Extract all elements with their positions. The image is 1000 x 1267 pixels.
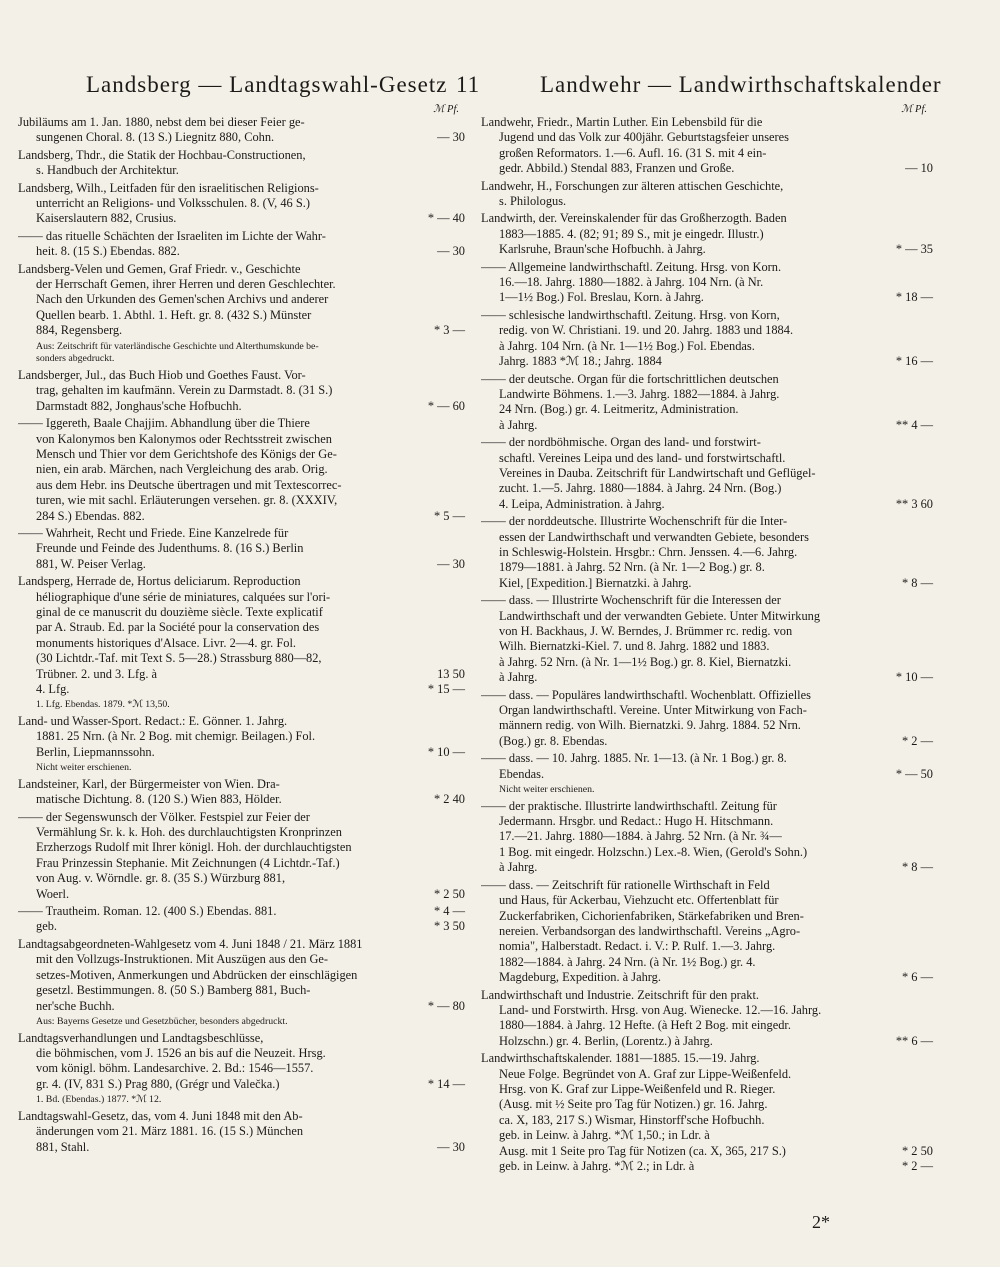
entry-line: —— Wahrheit, Recht und Friede. Eine Kanzelrede für (18, 525, 289, 540)
entry-line: änderungen vom 21. März 1881. 16. (15 S.) München (36, 1124, 304, 1139)
catalog-entry (481, 308, 933, 370)
entry-line: 1881. 25 Nrn. (à Nr. 2 Bog. mit chemigr. Beilagen.) Fol. (36, 729, 316, 744)
entry-note (18, 762, 465, 775)
catalog-entry (481, 514, 933, 591)
entry-note (18, 1016, 465, 1029)
entry-line: essen der Landwirthschaft und verwandten Gebiete, besonders (499, 529, 810, 544)
entry-line: Zuckerfabriken, Cichorienfabriken, Stärkefabriken und Bren- (499, 908, 804, 923)
entry-line: redig. von W. Christiani. 19. und 20. Jahrg. 1883 und 1884. (499, 323, 794, 338)
entry-line: Aus: Bayerns Gesetze und Gesetzbücher, besonders abgedruckt. (36, 1015, 288, 1027)
entry-line: 4. Leipa, Administration. à Jahrg. (499, 496, 665, 511)
entry-line: die böhmischen, vom J. 1526 an bis auf die Neuzeit. Hrsg. (36, 1045, 326, 1060)
entry-line: großen Reformators. 1.—6. Aufl. 16. (31 S. mit 4 ein- (499, 145, 767, 160)
entry-line: 1879—1881. à Jahrg. 52 Nrn. (à Nr. 1—2 Bog.) gr. 8. (499, 560, 765, 575)
entry-note (18, 341, 465, 366)
entry-line: s. Philologus. (499, 194, 567, 209)
entry-line: Hrsg. von K. Graf zur Lippe-Weißenfeld und R. Rieger. (499, 1081, 776, 1096)
entry-line: Nicht weiter erschienen. (36, 762, 132, 774)
catalog-entry (481, 751, 933, 782)
entry-line: schaftl. Vereines Leipa und des land- und forstwirtschaftl. (499, 450, 786, 465)
entry-line: ginal de ce manuscrit du douzième siècle. Texte explicatif (36, 604, 323, 619)
entry-line: monuments historiques d'Alsace. Livr. 2—4. gr. Fol. (36, 635, 297, 650)
entry-line: geb. in Leinw. à Jahrg. *ℳ 1,50.; in Ldr. à (499, 1128, 710, 1143)
entry-line: aus dem Hebr. ins Deutsche übertragen und mit Textescorrec- (36, 477, 342, 492)
entry-line: männern redig. von Wilh. Biernatzki. 9. Jahrg. 1884. 52 Nrn. (499, 718, 801, 733)
entry-line: Quellen bearb. 1. Abthl. 1. Heft. gr. 8. (432 S.) Münster (36, 307, 312, 322)
entry-line: sonders abgedruckt. (36, 353, 115, 365)
catalog-entry (481, 799, 933, 876)
entry-line: in Schleswig-Holstein. Hrsgbr.: Chrn. Jenssen. 4.—6. Jahrg. (499, 544, 798, 559)
entry-price: * 14 — (427, 1076, 465, 1091)
entry-line: geb. in Leinw. à Jahrg. *ℳ 2.; in Ldr. à (499, 1159, 695, 1173)
entry-line: ner'sche Buchh. (36, 998, 115, 1013)
catalog-entry (481, 372, 933, 434)
entry-line: (Bog.) gr. 8. Ebendas. (499, 733, 608, 748)
entry-line: Nach den Urkunden des Gemen'schen Archivs und anderer (36, 292, 329, 307)
entry-line: Vereines in Dauba. Zeitschrift für Landwirtschaft und Geflügel- (499, 465, 816, 480)
entry-line: setzes-Motiven, Anmerkungen und Abdrücken der einschlägigen (36, 967, 358, 982)
running-head (0, 68, 1000, 104)
catalog-entry (481, 179, 933, 210)
entry-line: 284 S.) Ebendas. 882. (36, 508, 145, 523)
catalog-entry (18, 1109, 465, 1155)
catalog-entry (18, 574, 465, 697)
catalog-entry (481, 211, 933, 257)
catalog-entry (481, 260, 933, 306)
entry-line: —— schlesische landwirthschaftl. Zeitung. Hrsg. von Korn, (481, 307, 780, 322)
left-column (18, 102, 465, 1157)
entry-line: Landsteiner, Karl, der Bürgermeister von Wien. Dra- (18, 776, 280, 791)
catalog-entry (18, 937, 465, 1014)
entry-line: (30 Lichtdr.-Taf. mit Text S. 5—28.) Strassburg 880—82, (36, 651, 322, 666)
entry-line: 17.—21. Jahrg. 1880—1884. à Jahrg. 52 Nrn. (à Nr. ¾— (499, 829, 782, 844)
entry-line: —— Allgemeine landwirthschaftl. Zeitung. Hrsg. von Korn. (481, 259, 782, 274)
entry-line: 1—1½ Bog.) Fol. Breslau, Korn. à Jahrg. (499, 290, 704, 305)
entry-line: Berlin, Liepmannssohn. (36, 744, 155, 759)
entry-line: Ebendas. (499, 766, 545, 781)
entry-price: * 2 40 (434, 792, 465, 807)
entry-price: * 2 50 (434, 886, 465, 901)
entry-line: Landwehr, Friedr., Martin Luther. Ein Lebensbild für die (481, 115, 763, 129)
entry-line: —— der praktische. Illustrirte landwirthschaftl. Zeitung für (481, 798, 777, 813)
entry-line: à Jahrg. (499, 860, 538, 875)
entry-line: Landsberg, Thdr., die Statik der Hochbau-Constructionen, (18, 147, 306, 162)
entry-line: Erzherzogs Rudolf mit Ihrer königl. Hoh. der durchlauchtigsten (36, 840, 352, 855)
entry-price: * — 80 (427, 998, 465, 1013)
catalog-entry (18, 229, 465, 260)
price-header-label: ℳ Pf. (433, 104, 459, 115)
entry-line: 1882—1884. à Jahrg. 24 Nrn. (à Nr. 1½ Bog.) gr. 4. (499, 954, 756, 969)
entry-line: 24 Nrn. (Bog.) gr. 4. Leitmeritz, Administration. (499, 402, 739, 417)
catalog-entry (18, 181, 465, 227)
catalog-entry (18, 262, 465, 339)
entry-price: — 30 (437, 130, 465, 145)
entry-price: * 5 — (434, 508, 465, 523)
entry-line: —— der norddeutsche. Illustrirte Wochenschrift für die Inter- (481, 514, 788, 529)
catalog-entry (18, 1031, 465, 1093)
entry-line: Landsperg, Herrade de, Hortus deliciarum. Reproduction (18, 574, 301, 589)
right-column (481, 102, 933, 1176)
entry-line: geb. (36, 919, 57, 934)
entry-line: von Kalonymos ben Kalonymos oder Rechtsstreit zwischen (36, 431, 332, 446)
entry-line: Frau Prinzessin Stephanie. Mit Zeichnungen (4 Lichtdr.-Taf.) (36, 855, 340, 870)
entry-price: * 18 — (895, 290, 933, 305)
entry-price-secondary: * 4 — (434, 904, 465, 919)
entry-line: und Haus, für Ackerbau, Viehzucht etc. Offertenblatt für (499, 893, 779, 908)
entry-line: Landsberg-Velen und Gemen, Graf Friedr. v., Geschichte (18, 261, 301, 276)
entry-line: Landsberg, Wilh., Leitfaden für den israelitischen Religions- (18, 180, 319, 195)
entry-line: Magdeburg, Expedition. à Jahrg. (499, 970, 661, 985)
entry-line: nien, ein arab. Märchen, nach Vergleichung des arab. Orig. (36, 462, 328, 477)
entry-line: Jahrg. 1883 *ℳ 18.; Jahrg. 1884 (499, 354, 662, 369)
entry-line: Aus: Zeitschrift für vaterländische Geschichte und Alterthumskunde be- (36, 340, 319, 352)
entry-line: 1 Bog. mit eingedr. Holzschn.) Lex.-8. Wien, (Gerold's Sohn.) (499, 844, 808, 859)
entry-line: Landwehr, H., Forschungen zur älteren attischen Geschichte, (481, 178, 784, 193)
catalog-entry (18, 526, 465, 572)
entry-line: —— dass. — Populäres landwirthschaftl. Wochenblatt. Offizielles (481, 687, 811, 702)
catalog-entry (18, 368, 465, 414)
entry-line: —— der deutsche. Organ für die fortschrittlichen deutschen (481, 371, 779, 386)
entry-line: 884, Regensberg. (36, 323, 123, 338)
entry-line: par A. Straub. Ed. par la Société pour la conservation des (36, 620, 320, 635)
catalog-entry (481, 688, 933, 750)
entry-line: Land- und Forstwirth. Hrsg. von Aug. Wienecke. 12.—16. Jahrg. (499, 1002, 822, 1017)
entry-line: 1883—1885. 4. (82; 91; 89 S., mit je eingedr. Illustr.) (499, 226, 764, 241)
entry-line: Landwirthschaft und Industrie. Zeitschrift für den prakt. (481, 987, 760, 1002)
entry-gap (18, 1155, 465, 1157)
entry-line: héliographique d'une série de miniatures, calquées sur l'ori- (36, 589, 331, 604)
entry-note (481, 784, 933, 797)
entry-line: Landwirte Böhmens. 1.—3. Jahrg. 1882—1884. à Jahrg. (499, 386, 780, 401)
entry-price: — 10 (905, 161, 933, 176)
entry-line: Landtagsabgeordneten-Wahlgesetz vom 4. Juni 1848 / 21. März 1881 (18, 936, 363, 951)
catalog-entry (481, 593, 933, 685)
entry-line: s. Handbuch der Architektur. (36, 163, 179, 178)
entry-line: —— das rituelle Schächten der Israeliten im Lichte der Wahr- (18, 228, 326, 243)
entry-line: Freunde und Feinde des Judenthums. 8. (16 S.) Berlin (36, 541, 304, 556)
price-header (18, 102, 465, 115)
entry-line: —— dass. — Illustrirte Wochenschrift für die Interessen der (481, 593, 781, 608)
column-gutter (472, 104, 473, 1254)
entry-line: —— dass. — 10. Jahrg. 1885. Nr. 1—13. (à Nr. 1 Bog.) gr. 8. (481, 751, 787, 766)
entry-line: Jugend und das Volk zur 400jähr. Geburtstagsfeier unseres (499, 130, 789, 145)
catalog-entry (18, 148, 465, 179)
entry-line: zucht. 1.—5. Jahrg. 1880—1884. à Jahrg. 24 Nrn. (Bog.) (499, 481, 782, 496)
entry-price: ** 6 — (895, 1033, 933, 1048)
entry-line: Ausg. mit 1 Seite pro Tag für Notizen (ca. X, 365, 217 S.) (499, 1143, 786, 1158)
entry-line: mit den Vollzugs-Instruktionen. Mit Auszügen aus den Ge- (36, 952, 329, 967)
entry-line: gesetzl. Bestimmungen. 8. (50 S.) Bamberg 881, Buch- (36, 983, 311, 998)
entry-price: * 16 — (895, 354, 933, 369)
entry-line: nomia", Halberstadt. Redact. i. V.: P. Rulf. 1.—3. Jahrg. (499, 939, 776, 954)
entry-line: 881, W. Peiser Verlag. (36, 556, 146, 571)
entry-line: Karlsruhe, Braun'sche Hofbuchh. à Jahrg. (499, 242, 706, 257)
entry-line: gr. 4. (IV, 831 S.) Prag 880, (Grégr und Valečka.) (36, 1076, 280, 1091)
entry-line: Kaiserslautern 882, Crusius. (36, 211, 177, 226)
entry-price: — 30 (437, 244, 465, 259)
entry-line: 881, Stahl. (36, 1139, 90, 1154)
entry-line: 1880—1884. à Jahrg. 12 Hefte. (à Heft 2 Bog. mit eingedr. (499, 1018, 791, 1033)
entry-line: trag, gehalten im kaufmänn. Verein zu Darmstadt. 8. (31 S.) (36, 383, 333, 398)
catalog-entry (481, 988, 933, 1050)
entry-line: Woerl. (36, 886, 70, 901)
entry-line: (Ausg. mit ½ Seite pro Tag für Notizen.) gr. 16. Jahrg. (499, 1097, 768, 1112)
entry-line: à Jahrg. 104 Nrn. (à Nr. 1—1½ Bog.) Fol. Ebendas. (499, 338, 755, 353)
entry-line: Landwirthschaftskalender. 1881—1885. 15.—19. Jahrg. (481, 1051, 760, 1066)
entry-note (18, 699, 465, 712)
entry-line: Land- und Wasser-Sport. Redact.: E. Gönner. 1. Jahrg. (18, 714, 288, 728)
entry-line: —— dass. — Zeitschrift für rationelle Wirthschaft in Feld (481, 877, 770, 892)
entry-line: Landtagswahl-Gesetz, das, vom 4. Juni 1848 mit den Ab- (18, 1108, 303, 1123)
entry-line: 16.—18. Jahrg. 1880—1882. à Jahrg. 104 Nrn. (à Nr. (499, 275, 764, 290)
entry-line: Landwirthschaft und der verwandten Gebiete. Unter Mitwirkung (499, 608, 821, 623)
price-header (481, 102, 933, 115)
entry-line: 1. Bd. (Ebendas.) 1877. *ℳ 12. (36, 1094, 162, 1106)
entry-line: —— Trautheim. Roman. 12. (400 S.) Ebendas. 881. (18, 904, 277, 919)
entry-line: Landsberger, Jul., das Buch Hiob und Goethes Faust. Vor- (18, 367, 306, 382)
entry-line: Landtagsverhandlungen und Landtagsbeschlüsse, (18, 1030, 264, 1045)
entry-line: gedr. Abbild.) Stendal 883, Franzen und Große. (499, 161, 735, 176)
entry-price: — 30 (437, 1139, 465, 1154)
running-head-left: Landsberg — Landtagswahl-Gesetz (86, 72, 448, 97)
entry-line: sungenen Choral. 8. (13 S.) Liegnitz 880, Cohn. (36, 130, 275, 145)
entry-line: —— der Segenswunsch der Völker. Festspiel zur Feier der (18, 809, 310, 824)
signature-mark: 2* (812, 1212, 830, 1232)
entry-line: à Jahrg. (499, 670, 538, 685)
entry-price: * 15 — (427, 682, 465, 696)
entry-price: * 3 — (434, 323, 465, 338)
entry-price: * 8 — (902, 575, 933, 590)
entry-price: * 8 — (902, 860, 933, 875)
entry-line: von Aug. v. Wörndle. gr. 8. (35 S.) Würzburg 881, (36, 871, 286, 886)
entry-price: * — 60 (427, 398, 465, 413)
entry-line: —— Iggereth, Baale Chajjim. Abhandlung über die Thiere (18, 416, 310, 431)
entry-gap (481, 1174, 933, 1176)
entry-line: Jubiläums am 1. Jan. 1880, nebst dem bei dieser Feier ge- (18, 115, 305, 129)
entry-line: turen, wie mit sachl. Erläuterungen versehen. gr. 8. (XXXIV, (36, 493, 338, 508)
entry-line: matische Dichtung. 8. (120 S.) Wien 883, Hölder. (36, 792, 282, 807)
entry-line: Mensch und Thier vor dem Gerichtshofe des Königs der Ge- (36, 446, 337, 461)
entry-line: Landwirth, der. Vereinskalender für das Großherzogth. Baden (481, 211, 787, 226)
entry-price: * 10 — (427, 744, 465, 759)
running-head-right: Landwehr — Landwirthschaftskalender (540, 72, 942, 97)
entry-price: * 10 — (895, 670, 933, 685)
entry-line: Darmstadt 882, Jonghaus'sche Hofbuchh. (36, 398, 242, 413)
price-header-label: ℳ Pf. (901, 104, 927, 115)
entry-price: * — 50 (895, 766, 933, 781)
entry-price: * — 35 (895, 242, 933, 257)
entry-price: * 6 — (902, 970, 933, 985)
entry-line: unterricht an Religions- und Volksschulen. 8. (V, 46 S.) (36, 196, 310, 211)
entry-price: * 3 50 (434, 919, 465, 934)
catalog-entry (18, 777, 465, 808)
entry-line: 4. Lfg. (36, 682, 70, 696)
entry-line: heit. 8. (15 S.) Ebendas. 882. (36, 244, 180, 259)
entry-line: nereien. Verbandsorgan des landwirthschaftl. Vereins „Agro- (499, 923, 801, 938)
entry-line: Kiel, [Expedition.] Biernatzki. à Jahrg. (499, 575, 692, 590)
catalog-entry (18, 416, 465, 524)
catalog-entry (481, 115, 933, 177)
entry-price: — 30 (437, 556, 465, 571)
entry-line: —— der nordböhmische. Organ des land- und forstwirt- (481, 435, 761, 450)
catalog-entry (18, 810, 465, 902)
entry-line: Neue Folge. Begründet von A. Graf zur Lippe-Weißenfeld. (499, 1066, 792, 1081)
entry-price: ** 4 — (895, 417, 933, 432)
entry-line: Vermählung Sr. k. k. Hoh. des durchlauchtigsten Kronprinzen (36, 825, 342, 840)
entry-price-secondary: 13 50 (437, 666, 465, 681)
catalog-entry (481, 435, 933, 512)
entry-note (18, 1094, 465, 1107)
entry-line: von H. Backhaus, J. W. Berndes, J. Brümmer rc. redig. von (499, 624, 793, 638)
entry-line: Jedermann. Hrsgbr. und Redact.: Hugo H. Hitschmann. (499, 814, 774, 829)
catalog-entry (18, 904, 465, 935)
entry-line: à Jahrg. (499, 417, 538, 432)
entry-line: 1. Lfg. Ebendas. 1879. *ℳ 13,50. (36, 699, 170, 711)
entry-line: Nicht weiter erschienen. (499, 784, 595, 796)
catalog-entry (18, 115, 465, 146)
entry-line: Wilh. Biernatzki-Kiel. 7. und 8. Jahrg. 1882 und 1883. (499, 639, 770, 654)
entry-line: Holzschn.) gr. 4. Berlin, (Lorentz.) à Jahrg. (499, 1033, 713, 1048)
page-number: 11 (456, 72, 481, 97)
entry-line: Trübner. 2. und 3. Lfg. à (36, 666, 158, 681)
entry-price: * 2 — (902, 1159, 933, 1173)
entry-line: Organ landwirthschaftl. Vereine. Unter Mitwirkung von Fach- (499, 703, 807, 718)
entry-line: à Jahrg. 52 Nrn. (à Nr. 1—1½ Bog.) gr. 8. Kiel, Biernatzki. (499, 654, 792, 669)
entry-price-secondary: * 2 50 (902, 1143, 933, 1158)
entry-price: * 2 — (902, 733, 933, 748)
entry-line: der Herrschaft Gemen, ihrer Herren und deren Geschlechter. (36, 277, 336, 292)
entry-price: * — 40 (427, 211, 465, 226)
entry-line: ca. X, 183, 217 S.) Wismar, Hinstorff'sche Hofbuchh. (499, 1112, 765, 1127)
entry-price: ** 3 60 (895, 496, 933, 511)
catalog-entry (481, 878, 933, 986)
catalog-entry (481, 1051, 933, 1174)
catalog-entry (18, 714, 465, 760)
entry-line: vom königl. böhm. Landesarchive. 2. Bd.: 1546—1557. (36, 1061, 314, 1076)
